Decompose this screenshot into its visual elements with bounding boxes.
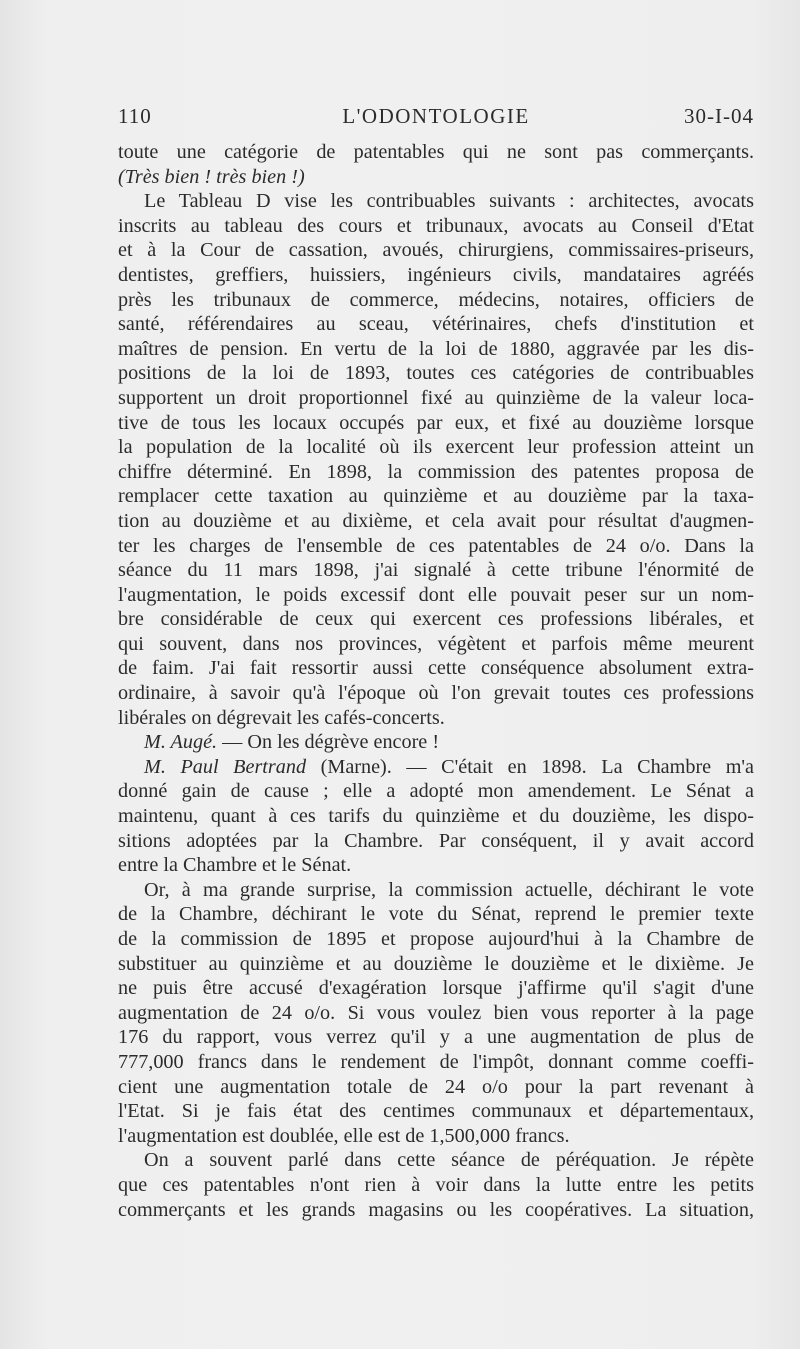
text-line (118, 509, 754, 534)
speaker-name: (Très bien ! très bien !) (118, 165, 305, 188)
text-segment: tion au douzième et au dixième, et cela avait pour résultat d'augmen- (118, 509, 754, 532)
text-segment: 777,000 francs dans le rendement de l'impôt, donnant comme coeffi- (118, 1050, 754, 1073)
text-segment: et à la Cour de cassation, avoués, chirurgiens, commissaires-priseurs, (118, 239, 754, 262)
text-line (118, 189, 754, 214)
text-segment: 176 du rapport, vous verrez qu'il y a une augmentation de plus de (118, 1026, 754, 1049)
running-header (118, 104, 754, 134)
text-segment: substituer au quinzième et au douzième le douzième et le dixième. Je (118, 952, 754, 975)
text-segment: près les tribunaux de commerce, médecins, notaires, officiers de (118, 288, 754, 311)
text-line (118, 534, 754, 559)
text-line (118, 435, 754, 460)
text-segment: ne puis être accusé d'exagération lorsque j'affirme qu'il s'agit d'une (118, 977, 754, 1000)
speaker-name: M. Paul Bertrand (144, 755, 307, 778)
text-line (118, 238, 754, 263)
text-segment: ordinaire, à savoir qu'à l'époque où l'on grevait toutes ces professions (118, 682, 754, 705)
text-segment: maîtres de pension. En vertu de la loi de 1880, aggravée par les dis- (118, 337, 754, 360)
text-line (118, 484, 754, 509)
text-line (118, 632, 754, 657)
text-line (118, 337, 754, 362)
text-segment: positions de la loi de 1893, toutes ces catégories de contribuables (118, 362, 754, 385)
text-segment: de la commission de 1895 et propose aujourd'hui à la Chambre de (118, 928, 754, 950)
text-segment: sitions adoptées par la Chambre. Par conséquent, il y avait accord (118, 829, 754, 852)
text-line (118, 1075, 754, 1100)
text-segment: Or, à ma grande surprise, la commission actuelle, déchirant le vote (144, 878, 754, 901)
text-line (118, 804, 754, 829)
text-segment: maintenu, quant à ces tarifs du quinzième et du douzième, les dispo- (118, 805, 754, 828)
text-line (118, 214, 754, 239)
text-segment: remplacer cette taxation au quinzième et au douzième par la taxa- (118, 485, 754, 508)
text-segment: santé, référendaires au sceau, vétérinaires, chefs d'institution et (118, 313, 754, 336)
text-segment: entre la Chambre et le Sénat. (118, 854, 352, 877)
text-segment: séance du 11 mars 1898, j'ai signalé à cette tribune l'énormité de (118, 559, 754, 582)
body-text (118, 140, 754, 1222)
text-line (118, 927, 754, 952)
text-line (118, 779, 754, 804)
text-line (118, 411, 754, 436)
text-line (118, 755, 754, 780)
text-line (118, 656, 754, 681)
text-line (118, 312, 754, 337)
issue-date: 30-I-04 (684, 104, 754, 128)
page-number: 110 (118, 104, 152, 128)
text-segment: de faim. J'ai fait ressortir aussi cette conséquence absolument extra- (118, 657, 754, 680)
text-segment: l'Etat. Si je fais état des centimes communaux et départementaux, (118, 1100, 754, 1123)
text-segment: l'augmentation, le poids excessif dont elle pouvait peser sur un nom- (118, 583, 754, 606)
text-line (118, 1198, 754, 1223)
text-line (118, 558, 754, 583)
text-segment: chiffre déterminé. En 1898, la commission des patentes proposa de (118, 460, 754, 483)
text-segment: Le Tableau D vise les contribuables suivants : architectes, avocats (144, 190, 754, 213)
text-line (118, 1001, 754, 1026)
text-line (118, 140, 754, 165)
text-line (118, 165, 754, 190)
text-line (118, 607, 754, 632)
text-line (118, 583, 754, 608)
text-line (118, 1173, 754, 1198)
text-line (118, 829, 754, 854)
text-line (118, 386, 754, 411)
text-segment: (Marne). — C'était en 1898. La Chambre m'a (306, 755, 755, 778)
text-segment: cient une augmentation totale de 24 o/o pour la part revenant à (118, 1075, 754, 1098)
text-segment: supportent un droit proportionnel fixé au quinzième de la valeur loca- (118, 386, 754, 409)
text-segment: dentistes, greffiers, huissiers, ingénieurs civils, mandataires agréés (118, 263, 754, 286)
text-segment: la population de la localité où ils exercent leur profession atteint un (118, 436, 754, 459)
text-line (118, 1025, 754, 1050)
text-segment: inscrits au tableau des cours et tribunaux, avocats au Conseil d'Etat (118, 214, 754, 237)
text-segment: que ces patentables n'ont rien à voir dans la lutte entre les petits (118, 1173, 754, 1196)
text-line (118, 878, 754, 903)
text-line (118, 288, 754, 313)
text-segment: bre considérable de ceux qui exercent ces professions libérales, et (118, 608, 754, 631)
text-segment: l'augmentation est doublée, elle est de 1,500,000 francs. (118, 1124, 570, 1147)
text-line (118, 1099, 754, 1124)
text-segment: libérales on dégrevait les cafés-concerts. (118, 706, 445, 729)
text-segment: tive de tous les locaux occupés par eux, et fixé au douzième lorsque (118, 411, 754, 434)
journal-title: L'ODONTOLOGIE (342, 104, 530, 128)
text-line (118, 902, 754, 927)
text-line (118, 263, 754, 288)
text-segment: de la Chambre, déchirant le vote du Sénat, reprend le premier texte (118, 903, 754, 926)
text-line (118, 361, 754, 386)
text-segment: ter les charges de l'ensemble de ces patentables de 24 o/o. Dans la (118, 534, 754, 557)
text-segment: toute une catégorie de patentables qui ne sont pas commerçants. (118, 141, 754, 163)
text-line (118, 730, 754, 755)
text-segment: donné gain de cause ; elle a adopté mon amendement. Le Sénat a (118, 780, 754, 803)
text-line (118, 976, 754, 1001)
text-line (118, 460, 754, 485)
text-segment: augmentation de 24 o/o. Si vous voulez bien vous reporter à la page (118, 1001, 754, 1024)
text-line (118, 1050, 754, 1075)
text-segment: commerçants et les grands magasins ou les coopératives. La situation, (118, 1198, 754, 1221)
text-segment: qui souvent, dans nos provinces, végètent et parfois même meurent (118, 632, 754, 655)
text-line (118, 706, 754, 731)
text-line (118, 681, 754, 706)
speaker-name: M. Augé. (144, 731, 218, 754)
text-line (118, 853, 754, 878)
text-segment: On a souvent parlé dans cette séance de péréquation. Je répète (144, 1149, 754, 1172)
text-line (118, 1148, 754, 1173)
text-line (118, 1124, 754, 1149)
text-segment: — On les dégrève encore ! (217, 731, 440, 754)
text-line (118, 952, 754, 977)
